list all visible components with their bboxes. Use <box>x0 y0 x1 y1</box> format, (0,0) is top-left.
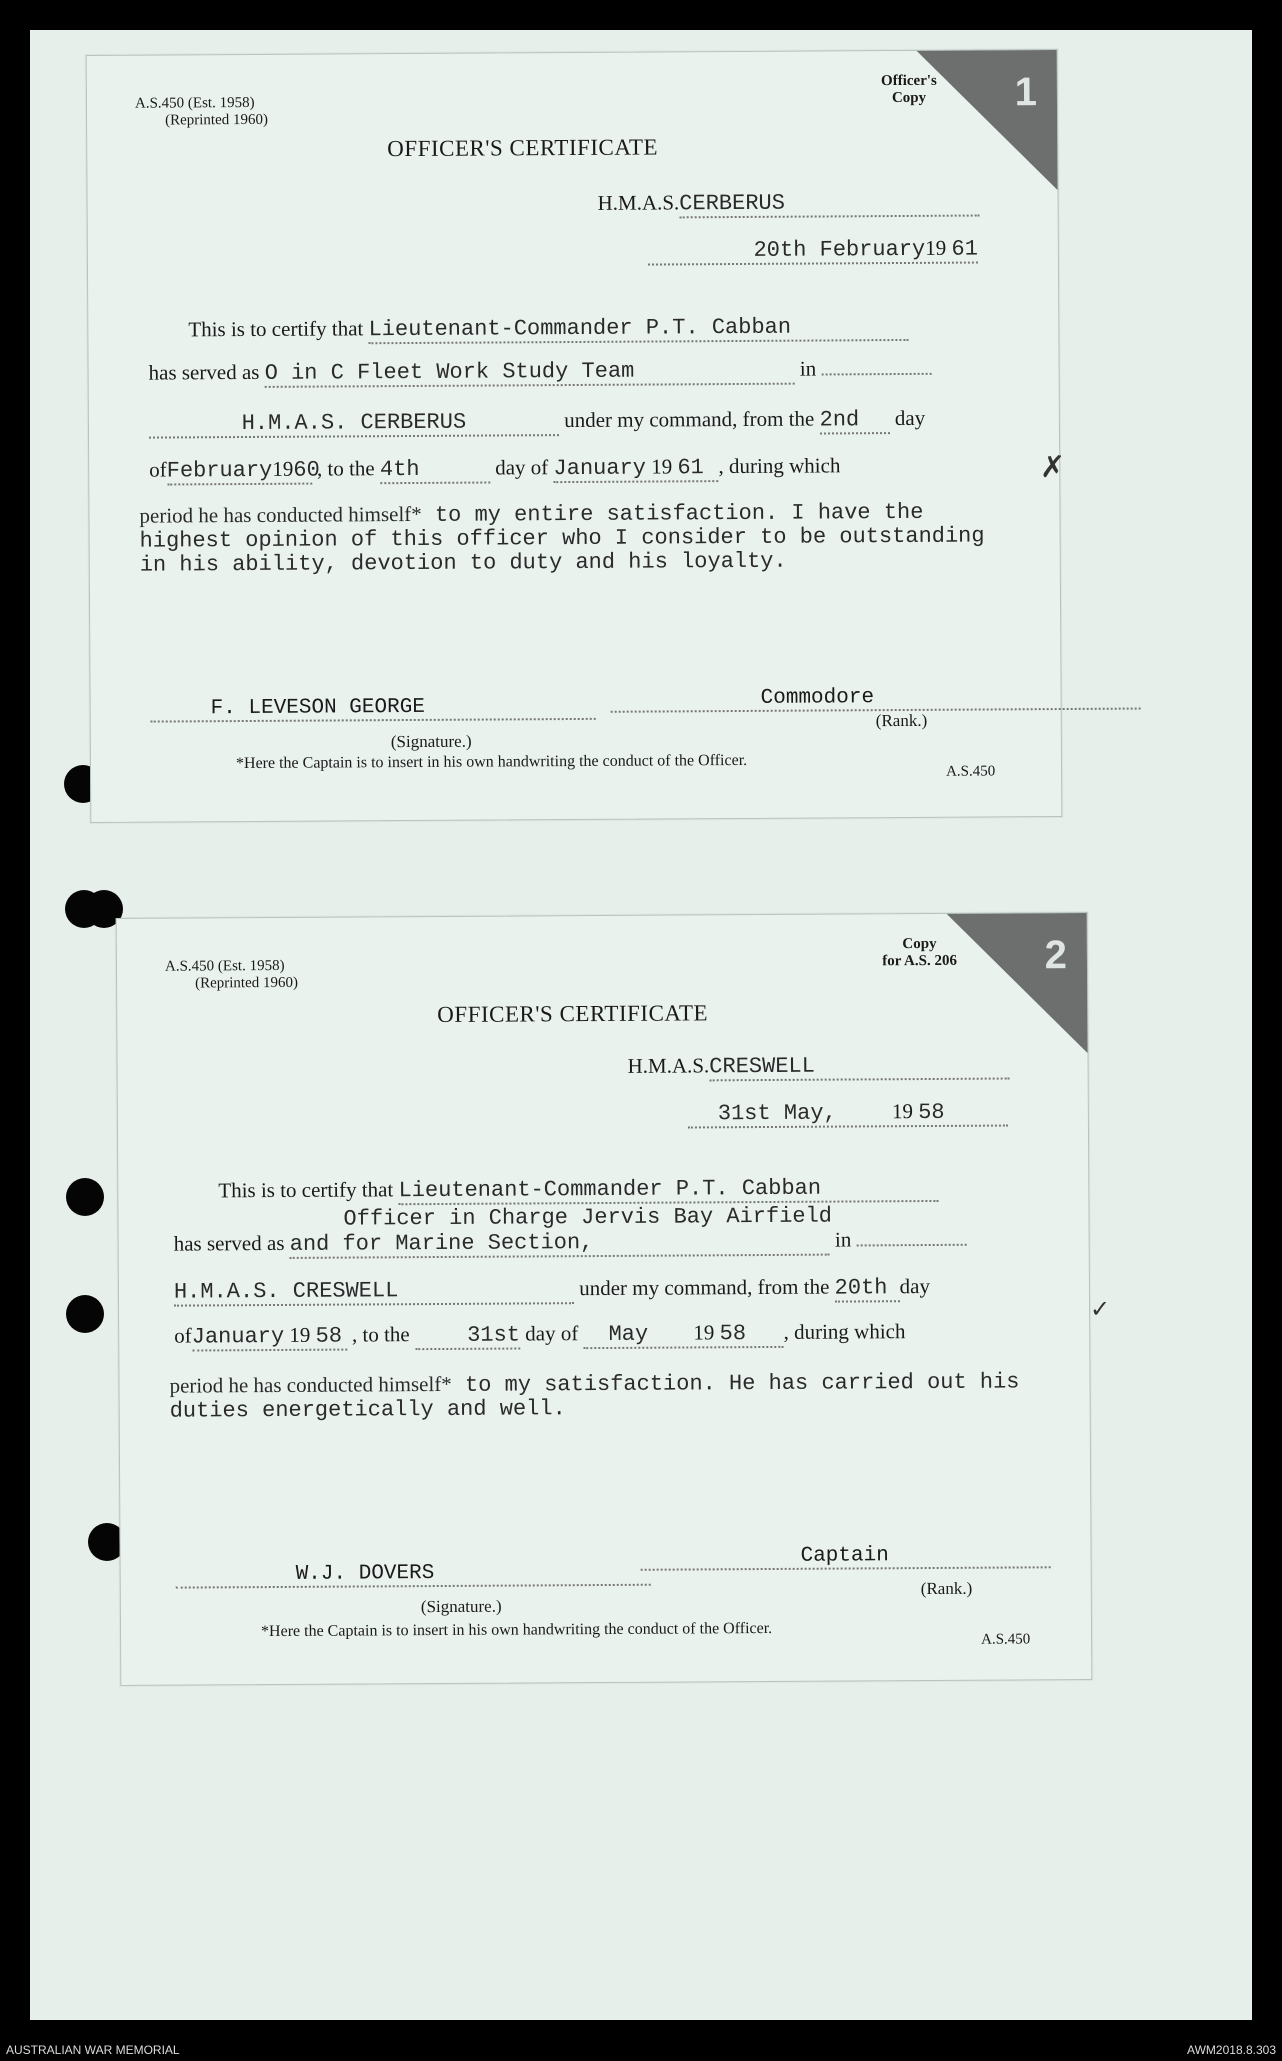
day-word: day <box>899 1274 931 1299</box>
to-year-prefix: 19 <box>693 1320 715 1345</box>
to-day: 4th <box>380 457 490 485</box>
ship-line <box>628 1052 1010 1082</box>
during-which: , during which <box>783 1319 906 1344</box>
form-number <box>135 95 268 130</box>
copy-label-line2: Copy <box>891 89 927 107</box>
to-the: , to the <box>351 1322 410 1347</box>
copy-label-line2: for A.S. 206 <box>882 952 957 970</box>
conduct-remarks: to my entire satisfaction. I have the highest opinion of this officer who I consider to be outstanding in his ability, devotion to duty and his loyalty. <box>139 499 985 578</box>
from-day: 2nd <box>820 407 890 434</box>
signature: W.J. DOVERS <box>176 1561 651 1589</box>
under-command: under my command, from the <box>564 406 815 433</box>
from-year: 60 <box>293 457 320 483</box>
ship-name: CERBERUS <box>679 190 979 219</box>
signature-line <box>151 695 596 723</box>
day-of: day of <box>495 455 549 480</box>
under-command: under my command, from the <box>579 1274 830 1301</box>
ship-name: CRESWELL <box>709 1053 1009 1082</box>
date-day-month: 20th February <box>753 236 926 263</box>
from-day: 20th <box>835 1275 900 1302</box>
document-sheet <box>30 30 1252 2020</box>
footnote: *Here the Captain is to insert in his own handwriting the conduct of the Officer. <box>260 1619 773 1641</box>
rank: Captain <box>641 1543 1051 1571</box>
period-dates-line <box>174 1319 905 1351</box>
role-line-1: Officer in Charge Jervis Bay Airfield <box>343 1203 833 1232</box>
archive-footer-right: AWM2018.8.303 <box>1187 2043 1276 2057</box>
officer-name: Lieutenant-Commander P.T. Cabban <box>398 1175 938 1205</box>
in-word: in <box>834 1227 852 1252</box>
rank-line <box>611 685 1141 713</box>
role-line-2: and for Marine Section, <box>290 1229 830 1259</box>
reprinted-text: (Reprinted 1960) <box>165 111 269 129</box>
signature-label: (Signature.) <box>420 1596 502 1617</box>
day-of: day of <box>525 1321 579 1346</box>
certify-lead: This is to certify that <box>218 1177 394 1203</box>
date-field <box>648 236 978 266</box>
copy-label-line1: Officer's <box>880 72 937 90</box>
form-code: A.S.450 <box>981 1631 1031 1648</box>
from-month-field <box>166 456 320 486</box>
corner-number: 2 <box>1044 933 1068 978</box>
certificate-title: OFFICER'S CERTIFICATE <box>437 1000 709 1028</box>
punch-hole <box>66 1295 104 1333</box>
form-number-text: A.S.450 (Est. 1958) <box>164 957 285 975</box>
conduct-text <box>169 1368 1029 1423</box>
copy-label-line1: Copy <box>902 935 937 953</box>
reprinted-text: (Reprinted 1960) <box>195 974 299 992</box>
certify-line <box>188 313 908 345</box>
form-code: A.S.450 <box>946 763 996 780</box>
to-month: January <box>553 455 647 482</box>
copy-label <box>881 73 937 107</box>
punch-hole <box>66 1178 104 1216</box>
officer-name: Lieutenant-Commander P.T. Cabban <box>368 314 908 344</box>
of-word: of <box>149 457 167 482</box>
day-word: day <box>894 405 926 431</box>
period-dates-line <box>149 453 840 485</box>
to-year: 58 <box>719 1321 747 1347</box>
role-blank <box>857 1244 967 1247</box>
rank: Commodore <box>611 685 1141 713</box>
certificate-card-2 <box>116 912 1093 1686</box>
period-lead: period he has conducted himself* <box>139 501 422 528</box>
form-number-text: A.S.450 (Est. 1958) <box>134 94 255 112</box>
unit-name: H.M.A.S. CERBERUS <box>149 409 559 439</box>
certify-line <box>218 1174 938 1206</box>
unit-line <box>174 1274 930 1307</box>
date-line <box>648 236 978 266</box>
during-which: , during which <box>718 453 841 479</box>
date-year-prefix: 19 <box>925 235 947 260</box>
to-year-prefix: 19 <box>651 454 673 479</box>
from-month: February <box>166 457 273 484</box>
unit-line <box>149 406 925 439</box>
certificate-card-1 <box>86 49 1066 823</box>
copy-label <box>882 936 957 970</box>
date-year: 61 <box>951 236 978 262</box>
role-blank <box>822 373 932 376</box>
to-day: 31st <box>415 1323 520 1351</box>
rank-label: (Rank.) <box>920 1578 973 1599</box>
date-year-prefix: 19 <box>891 1099 914 1124</box>
in-word: in <box>799 356 817 381</box>
margin-tick-mark: ✓ <box>1090 1296 1111 1323</box>
conduct-remarks: to my satisfaction. He has carried out his duties energetically and well. <box>169 1369 1020 1424</box>
unit-name: H.M.A.S. CRESWELL <box>174 1277 574 1306</box>
served-as-line <box>174 1227 967 1260</box>
ship-prefix: H.M.A.S. <box>597 190 680 215</box>
served-as-lead: has served as <box>173 1230 285 1256</box>
to-month-field <box>553 454 718 483</box>
date-year: 58 <box>918 1099 945 1126</box>
signature: F. LEVESON GEORGE <box>151 695 596 723</box>
form-number <box>165 958 298 993</box>
certificate-title: OFFICER'S CERTIFICATE <box>387 134 659 162</box>
date-line <box>688 1099 1008 1129</box>
role-line-1: O in C Fleet Work Study Team <box>265 358 795 388</box>
served-as-line <box>149 356 932 389</box>
date-field <box>688 1099 1008 1129</box>
to-month: May <box>608 1321 649 1347</box>
rank-label: (Rank.) <box>875 710 928 731</box>
footnote: *Here the Captain is to insert in his own handwriting the conduct of the Officer. <box>235 751 748 773</box>
ship-prefix: H.M.A.S. <box>627 1053 710 1078</box>
from-year-prefix: 19 <box>272 456 294 481</box>
to-the: , to the <box>316 456 375 481</box>
archive-footer-left: AUSTRALIAN WAR MEMORIAL <box>6 2043 180 2057</box>
from-month-field <box>192 1323 347 1352</box>
certify-lead: This is to certify that <box>188 316 364 342</box>
rank-line <box>641 1543 1051 1571</box>
date-day-month: 31st May, <box>717 1100 837 1127</box>
of-word: of <box>174 1323 192 1348</box>
from-year: 58 <box>315 1323 343 1349</box>
margin-cross-mark: ✗ <box>1040 451 1066 484</box>
from-month: January <box>191 1323 285 1350</box>
period-lead: period he has conducted himself* <box>169 1371 452 1398</box>
signature-line <box>176 1561 651 1589</box>
to-month-field <box>583 1320 783 1349</box>
served-as-lead: has served as <box>148 359 260 385</box>
ship-line <box>598 189 980 219</box>
signature-label: (Signature.) <box>390 731 472 752</box>
to-year: 61 <box>677 455 704 481</box>
from-year-prefix: 19 <box>289 1322 311 1347</box>
conduct-text <box>139 498 999 577</box>
corner-number: 1 <box>1014 70 1038 115</box>
